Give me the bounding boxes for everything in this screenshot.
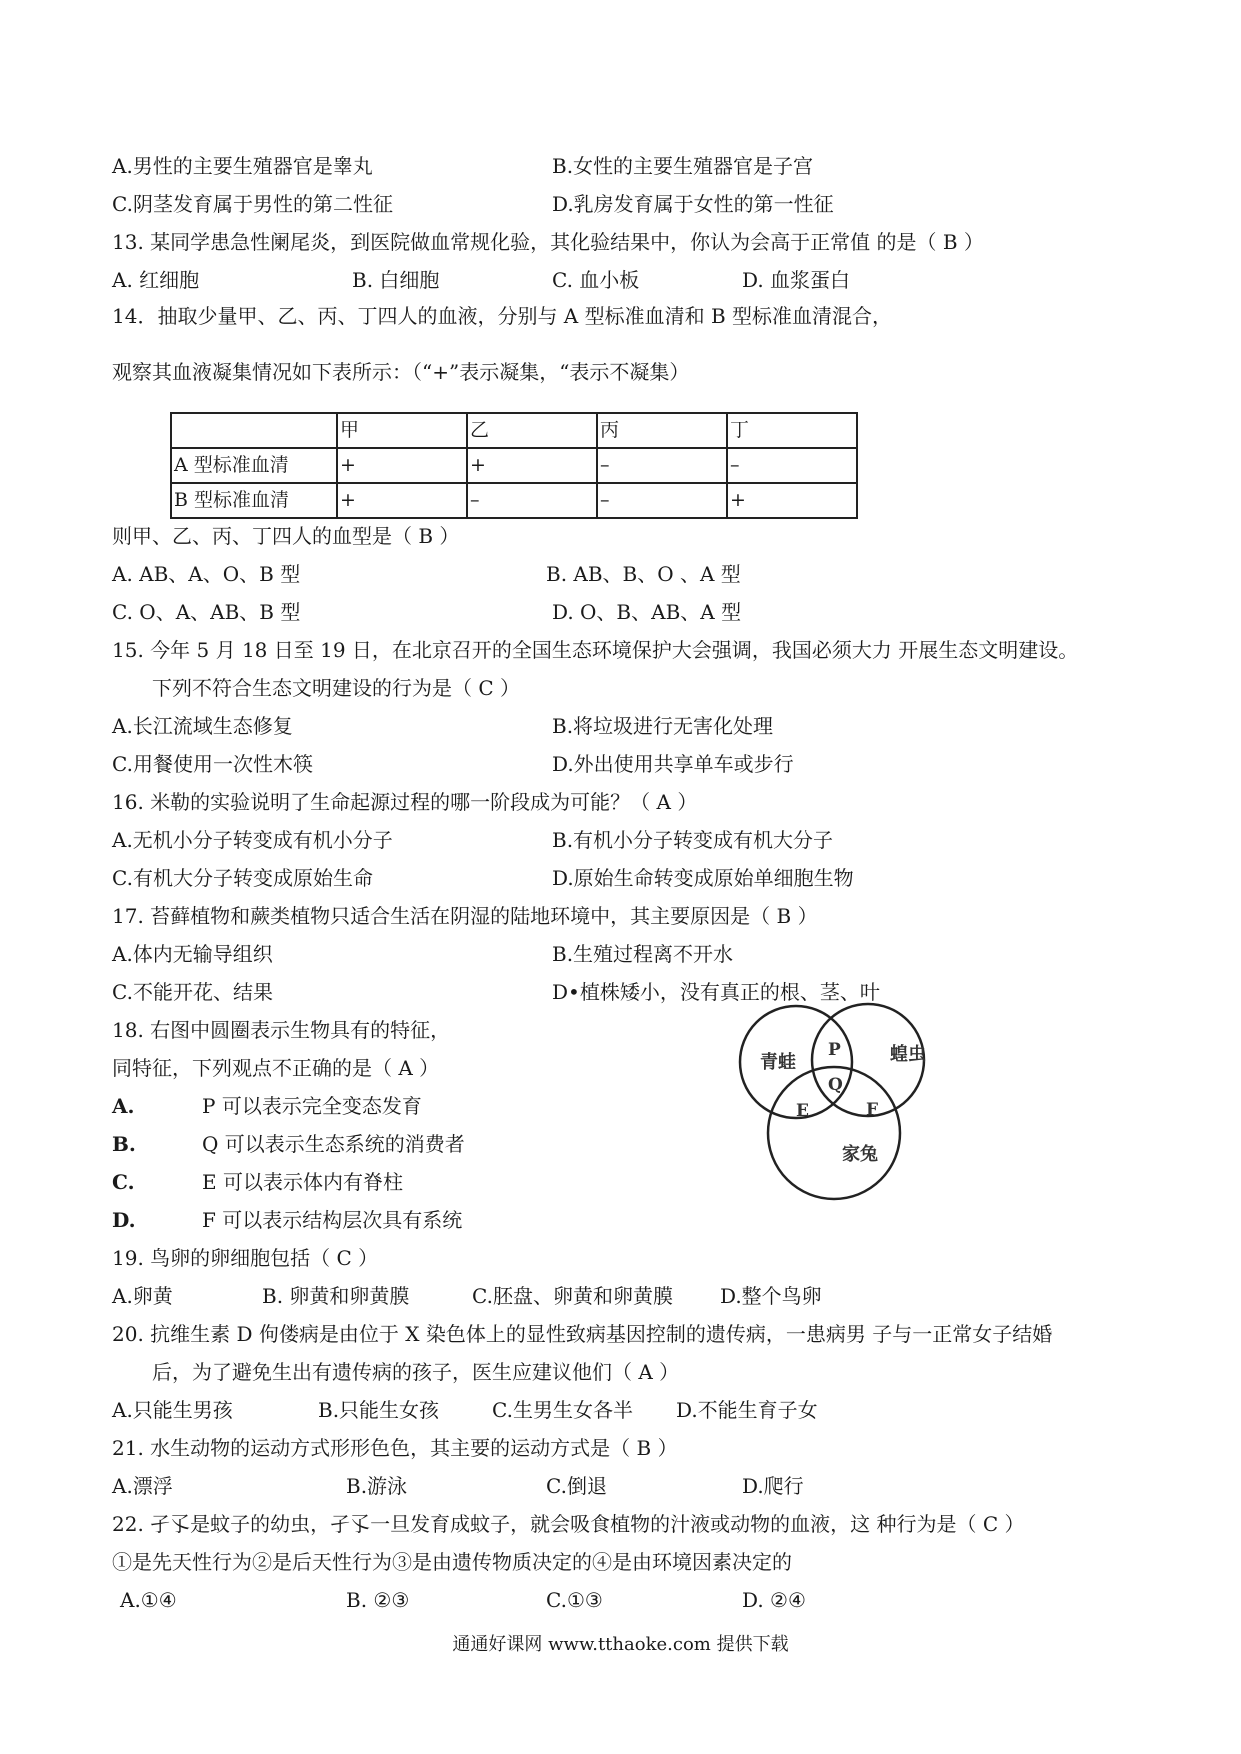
- q17-stem: 17. 苔藓植物和蕨类植物只适合生活在阴湿的陆地环境中，其主要原因是（ B ）: [112, 904, 818, 928]
- q18-option-letter: B.: [112, 1132, 136, 1156]
- q19-option-d: D.整个鸟卵: [720, 1284, 822, 1308]
- q18-option-text: P 可以表示完全变态发育: [202, 1094, 422, 1118]
- q18-stem-line1: 18. 右图中圆圈表示生物具有的特征，: [112, 1018, 451, 1042]
- table-header-cell: 乙: [467, 413, 597, 448]
- q14-option-c: C. O、A、AB、B 型: [112, 600, 301, 624]
- q14-stem-line3: 则甲、乙、丙、丁四人的血型是（ B ）: [112, 524, 460, 548]
- table-cell: –: [597, 448, 727, 483]
- q22-stem-line2: ①是先天性行为②是后天性行为③是由遗传物质决定的④是由环境因素决定的: [112, 1550, 792, 1574]
- q15-option-c: C.用餐使用一次性木筷: [112, 752, 313, 776]
- q19-stem: 19. 鸟卵的卵细胞包括（ C ）: [112, 1246, 379, 1270]
- q20-option-a: A.只能生男孩: [112, 1398, 233, 1422]
- q18-option-text: F 可以表示结构层次具有系统: [202, 1208, 463, 1232]
- q21-option-d: D.爬行: [742, 1474, 804, 1498]
- q13-option-b: B. 白细胞: [352, 268, 440, 292]
- q20-stem-line2: 后，为了避免生出有遗传病的孩子，医生应建议他们（ A ）: [152, 1360, 680, 1384]
- q18-option-letter: C.: [112, 1170, 135, 1194]
- table-header-cell: 甲: [337, 413, 467, 448]
- q12-option-b: B.女性的主要生殖器官是子宫: [552, 154, 814, 178]
- q15-stem-line2: 下列不符合生态文明建设的行为是（ C ）: [152, 676, 521, 700]
- q17-option-d: D•植株矮小，没有真正的根、茎、叶: [552, 980, 880, 1004]
- frog-label: 青蛙: [760, 1052, 796, 1073]
- q15-option-d: D.外出使用共享单车或步行: [552, 752, 794, 776]
- region-q-label: Q: [828, 1075, 843, 1095]
- q22-option-b: B. ②③: [346, 1588, 410, 1612]
- region-e-label: E: [796, 1101, 809, 1121]
- table-cell: –: [727, 448, 857, 483]
- table-cell: –: [467, 483, 597, 518]
- q20-stem-line1: 20. 抗维生素 D 佝偻病是由位于 X 染色体上的显性致病基因控制的遗传病，一患病男 子与一正常女子结婚: [112, 1322, 1053, 1346]
- q15-stem-line1: 15. 今年 5 月 18 日至 19 日，在北京召开的全国生态环境保护大会强调，我国必须大力 开展生态文明建设。: [112, 638, 1079, 662]
- table-cell: +: [337, 483, 467, 518]
- q17-option-c: C.不能开花、结果: [112, 980, 273, 1004]
- q18-option-letter: A.: [112, 1094, 135, 1118]
- table-cell: A 型标准血清: [171, 448, 337, 483]
- q22-option-d: D. ②④: [742, 1588, 806, 1612]
- table-cell: +: [337, 448, 467, 483]
- q16-option-c: C.有机大分子转变成原始生命: [112, 866, 373, 890]
- locust-label: 蝗虫: [890, 1044, 926, 1065]
- q13-stem: 13. 某同学患急性阑尾炎，到医院做血常规化验，其化验结果中，你认为会高于正常值 的是（ B ）: [112, 230, 984, 254]
- blood-agglutination-table: [170, 412, 858, 519]
- q16-option-d: D.原始生命转变成原始单细胞生物: [552, 866, 854, 890]
- table-header-row: [171, 413, 857, 448]
- q15-option-b: B.将垃圾进行无害化处理: [552, 714, 774, 738]
- table-row: [171, 448, 857, 483]
- q13-option-a: A. 红细胞: [112, 268, 200, 292]
- venn-diagram: [738, 998, 960, 1203]
- table-cell: +: [727, 483, 857, 518]
- rabbit-label: 家兔: [842, 1144, 878, 1165]
- q19-option-b: B. 卵黄和卵黄膜: [262, 1284, 410, 1308]
- q13-option-c: C. 血小板: [552, 268, 640, 292]
- q22-option-c: C.①③: [546, 1588, 603, 1612]
- table-cell: +: [467, 448, 597, 483]
- table-cell: –: [597, 483, 727, 518]
- q18-option-letter: D.: [112, 1208, 136, 1232]
- q12-option-d: D.乳房发育属于女性的第一性征: [552, 192, 834, 216]
- q20-option-c: C.生男生女各半: [492, 1398, 633, 1422]
- table-cell: B 型标准血清: [171, 483, 337, 518]
- q18-stem-line2: 同特征，下列观点不正确的是（ A ）: [112, 1056, 440, 1080]
- q14-option-d: D. O、B、AB、A 型: [552, 600, 742, 624]
- q14-option-b: B. AB、B、O 、A 型: [546, 562, 741, 586]
- table-header-cell: 丙: [597, 413, 727, 448]
- q22-option-a: A.①④: [120, 1588, 177, 1612]
- q20-option-d: D.不能生育子女: [676, 1398, 818, 1422]
- q16-option-b: B.有机小分子转变成有机大分子: [552, 828, 834, 852]
- q14-option-a: A. AB、A、O、B 型: [112, 562, 301, 586]
- q22-stem-line1: 22. 孑孓是蚊子的幼虫，孑孓一旦发育成蚊子，就会吸食植物的汁液或动物的血液，这 种行为是（ C ）: [112, 1512, 1025, 1536]
- q12-option-c: C.阴茎发育属于男性的第二性征: [112, 192, 393, 216]
- region-f-label: F: [866, 1100, 879, 1120]
- q18-option-text: Q 可以表示生态系统的消费者: [202, 1132, 465, 1156]
- q14-stem-line2: 观察其血液凝集情况如下表所示：（“+”表示凝集，“表示不凝集）: [112, 360, 690, 384]
- q19-option-c: C.胚盘、卵黄和卵黄膜: [472, 1284, 673, 1308]
- q12-option-a: A.男性的主要生殖器官是睾丸: [112, 154, 373, 178]
- q13-option-d: D. 血浆蛋白: [742, 268, 851, 292]
- q16-option-a: A.无机小分子转变成有机小分子: [112, 828, 393, 852]
- q21-stem: 21. 水生动物的运动方式形形色色，其主要的运动方式是（ B ）: [112, 1436, 678, 1460]
- q21-option-b: B.游泳: [346, 1474, 408, 1498]
- q14-stem-line1: 14．抽取少量甲、乙、丙、丁四人的血液，分别与 A 型标准血清和 B 型标准血清混合，: [112, 304, 893, 328]
- q16-stem: 16. 米勒的实验说明了生命起源过程的哪一阶段成为可能？（ A ）: [112, 790, 698, 814]
- q17-option-b: B.生殖过程离不开水: [552, 942, 734, 966]
- table-header-cell: [171, 413, 337, 448]
- q18-option-text: E 可以表示体内有脊柱: [202, 1170, 403, 1194]
- q21-option-a: A.漂浮: [112, 1474, 173, 1498]
- q19-option-a: A.卵黄: [112, 1284, 173, 1308]
- region-p-label: P: [828, 1040, 841, 1060]
- table-row: [171, 483, 857, 518]
- q17-option-a: A.体内无输导组织: [112, 942, 273, 966]
- q21-option-c: C.倒退: [546, 1474, 607, 1498]
- q15-option-a: A.长江流域生态修复: [112, 714, 293, 738]
- page-footer: 通通好课网 www.tthaoke.com 提供下载: [452, 1634, 789, 1655]
- table-header-cell: 丁: [727, 413, 857, 448]
- q20-option-b: B.只能生女孩: [318, 1398, 440, 1422]
